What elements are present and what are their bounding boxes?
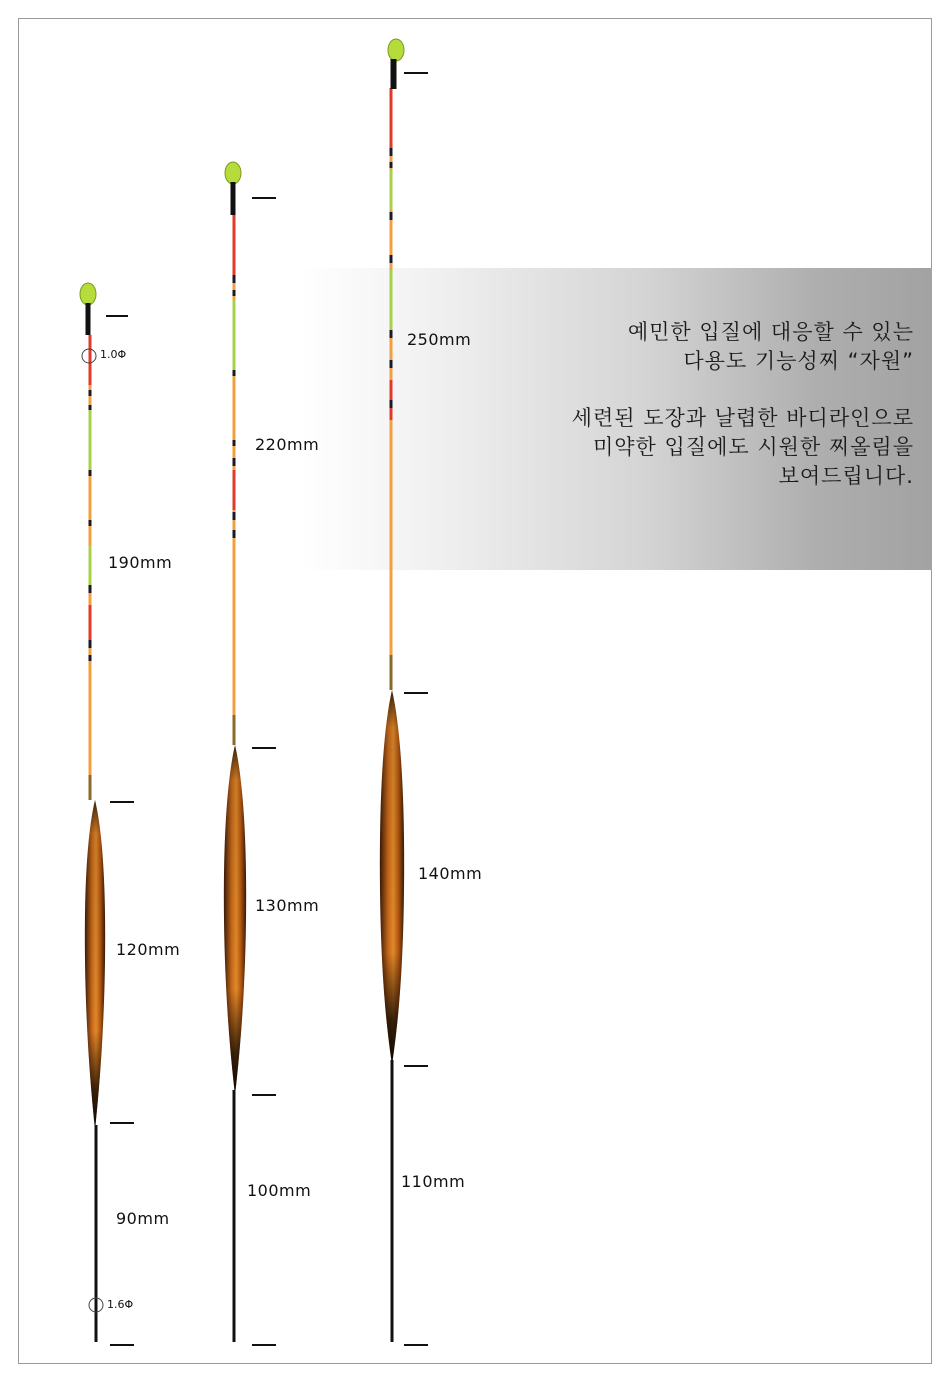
- float-3-stem-length: 110mm: [401, 1172, 466, 1191]
- tip-diameter-label: 1.0Φ: [100, 348, 127, 361]
- float-3-top-length: 250mm: [407, 330, 472, 349]
- description-line-5: 보여드립니다.: [778, 464, 914, 488]
- description-line-3: 세련된 도장과 날렵한 바디라인으로: [571, 406, 914, 430]
- float-1-marks: [106, 316, 134, 1345]
- description-line-1: 예민한 입질에 대응할 수 있는: [627, 320, 914, 344]
- stem-diameter-label: 1.6Φ: [107, 1298, 134, 1311]
- float-2: [224, 162, 276, 1345]
- float-1-head: [80, 283, 96, 305]
- description-line-4: 미약한 입질에도 시원한 찌올림을: [592, 435, 914, 459]
- float-1-stem-length: 90mm: [116, 1209, 170, 1228]
- float-1-tip: [89, 335, 92, 800]
- float-2-body-length: 130mm: [255, 896, 320, 915]
- float-2-top-length: 220mm: [255, 435, 320, 454]
- float-1-top-length: 190mm: [108, 553, 173, 572]
- float-1-cap: [86, 303, 91, 335]
- float-1: [80, 283, 134, 1345]
- float-2-tip: [233, 215, 236, 745]
- float-2-head: [225, 162, 241, 184]
- float-3-marks: [404, 73, 428, 1345]
- float-3-cap: [391, 59, 397, 89]
- float-3-tip: [390, 88, 393, 690]
- float-2-stem-length: 100mm: [247, 1181, 312, 1200]
- float-2-marks: [252, 198, 276, 1345]
- float-3: [380, 39, 428, 1345]
- float-1-body-length: 120mm: [116, 940, 181, 959]
- description-line-2: 다용도 기능성찌 “자원”: [683, 349, 914, 373]
- float-2-cap: [231, 182, 236, 215]
- float-3-body-length: 140mm: [418, 864, 483, 883]
- float-3-head: [388, 39, 404, 61]
